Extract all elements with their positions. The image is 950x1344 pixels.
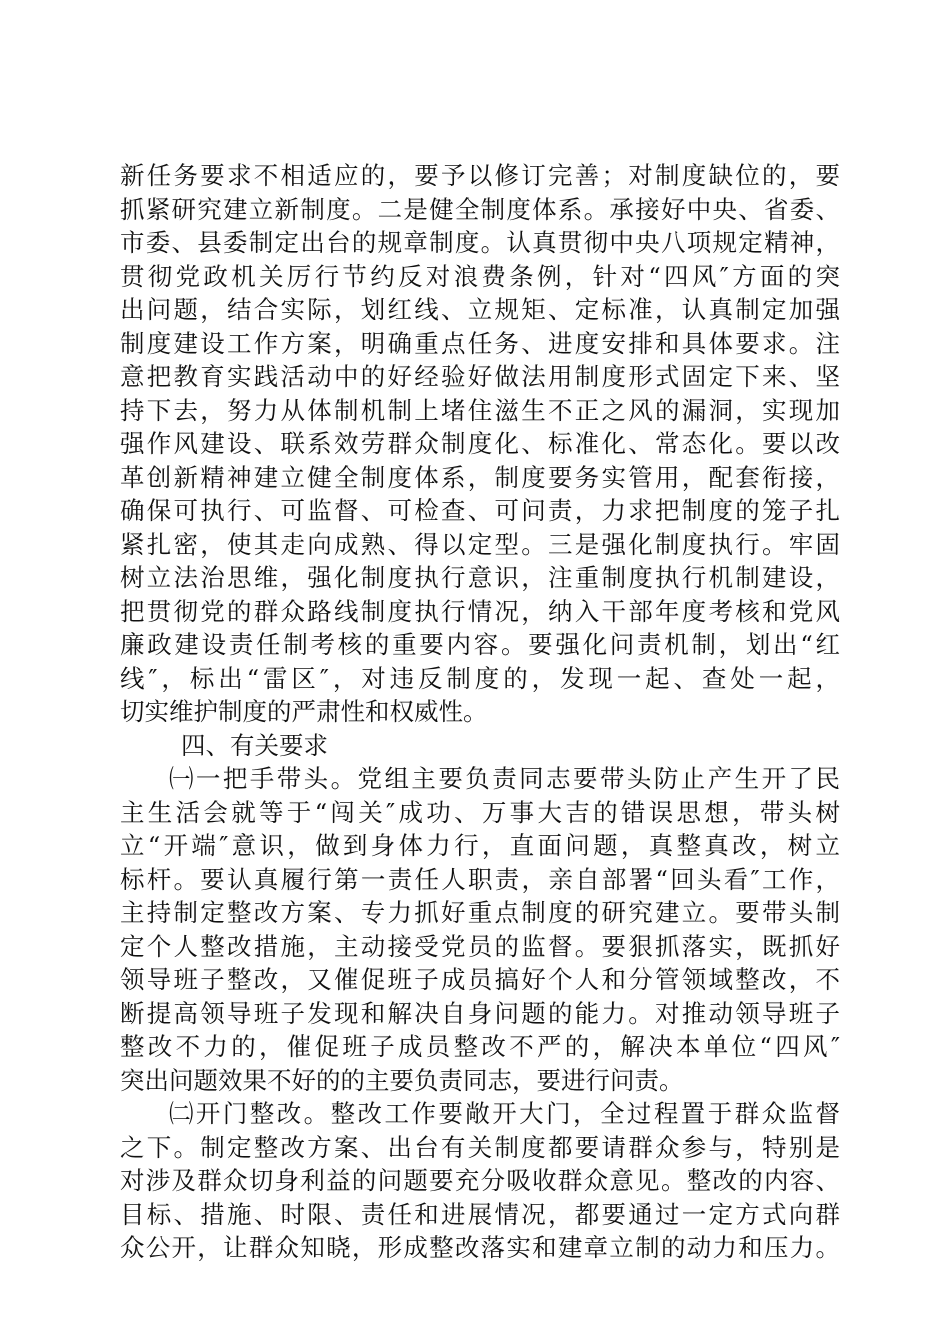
document-body (120, 159, 840, 1265)
text-line: 对涉及群众切身利益的问题要充分吸收群众意见。整改的内容、 (120, 1166, 840, 1195)
text-line: 出问题，结合实际，划红线、立规矩、定标准，认真制定加强 (120, 295, 840, 324)
text-line: 新任务要求不相适应的，要予以修订完善；对制度缺位的，要 (120, 161, 840, 190)
text-line: 意把教育实践活动中的好经验好做法用制度形式固定下来、坚 (120, 362, 840, 391)
section-heading: 四、有关要求 (181, 730, 328, 760)
text-line: 革创新精神建立健全制度体系，制度要务实管用，配套衔接， (120, 462, 840, 492)
text-line: 标杆。要认真履行第一责任人职责，亲自部署“回头看″工作， (120, 864, 840, 894)
text-line: 之下。制定整改方案、出台有关制度都要请群众参与，特别是 (120, 1132, 840, 1162)
text-line: 突出问题效果不好的的主要负责同志，要进行问责。 (120, 1065, 684, 1095)
text-line: 把贯彻党的群众路线制度执行情况，纳入干部年度考核和党风 (120, 596, 840, 626)
text-line: 紧扎密，使其走向成熟、得以定型。三是强化制度执行。牢固 (120, 529, 840, 559)
text-line: 众公开，让群众知晓，形成整改落实和建章立制的动力和压力。 (120, 1233, 840, 1262)
text-line: 制度建设工作方案，明确重点任务、进度安排和具体要求。注 (120, 328, 840, 358)
text-line: 目标、措施、时限、责任和进展情况，都要通过一定方式向群 (120, 1199, 840, 1229)
text-line: 强作风建设、联系效劳群众制度化、标准化、常态化。要以改 (120, 429, 840, 458)
text-line: 定个人整改措施，主动接受党员的监督。要狠抓落实，既抓好 (120, 931, 840, 961)
text-line: 贯彻党政机关厉行节约反对浪费条例，针对“四风″方面的突 (120, 261, 840, 291)
text-line: 立“开端″意识，做到身体力行，直面问题，真整真改，树立 (120, 831, 840, 860)
text-line: 持下去，努力从体制机制上堵住滋生不正之风的漏洞，实现加 (120, 395, 840, 425)
text-line: 市委、县委制定出台的规章制度。认真贯彻中央八项规定精神， (120, 228, 840, 257)
text-line: 整改不力的，催促班子成员整改不严的，解决本单位“四风″ (120, 1032, 840, 1061)
text-line: 切实维护制度的严肃性和权威性。 (120, 697, 488, 726)
paragraph-first-line: ㈠一把手带头。党组主要负责同志要带头防止产生开了民 (169, 764, 840, 793)
text-line: 确保可执行、可监督、可检查、可问责，力求把制度的笼子扎 (120, 496, 840, 525)
paragraph-first-line: ㈡开门整改。整改工作要敞开大门，全过程置于群众监督 (169, 1099, 840, 1128)
text-line: 主生活会就等于“闯关″成功、万事大吉的错误思想，带头树 (120, 797, 840, 827)
text-line: 领导班子整改，又催促班子成员搞好个人和分管领域整改，不 (120, 965, 840, 994)
text-line: 主持制定整改方案、专力抓好重点制度的研究建立。要带头制 (120, 898, 840, 927)
text-line: 线″，标出“雷区″，对违反制度的，发现一起、查处一起， (120, 663, 840, 693)
text-line: 断提高领导班子发现和解决自身问题的能力。对推动领导班子 (120, 998, 840, 1028)
text-line: 廉政建设责任制考核的重要内容。要强化问责机制，划出“红 (120, 630, 840, 659)
text-line: 树立法治思维，强化制度执行意识，注重制度执行机制建设， (120, 563, 840, 592)
text-line: 抓紧研究建立新制度。二是健全制度体系。承接好中央、省委、 (120, 194, 840, 224)
